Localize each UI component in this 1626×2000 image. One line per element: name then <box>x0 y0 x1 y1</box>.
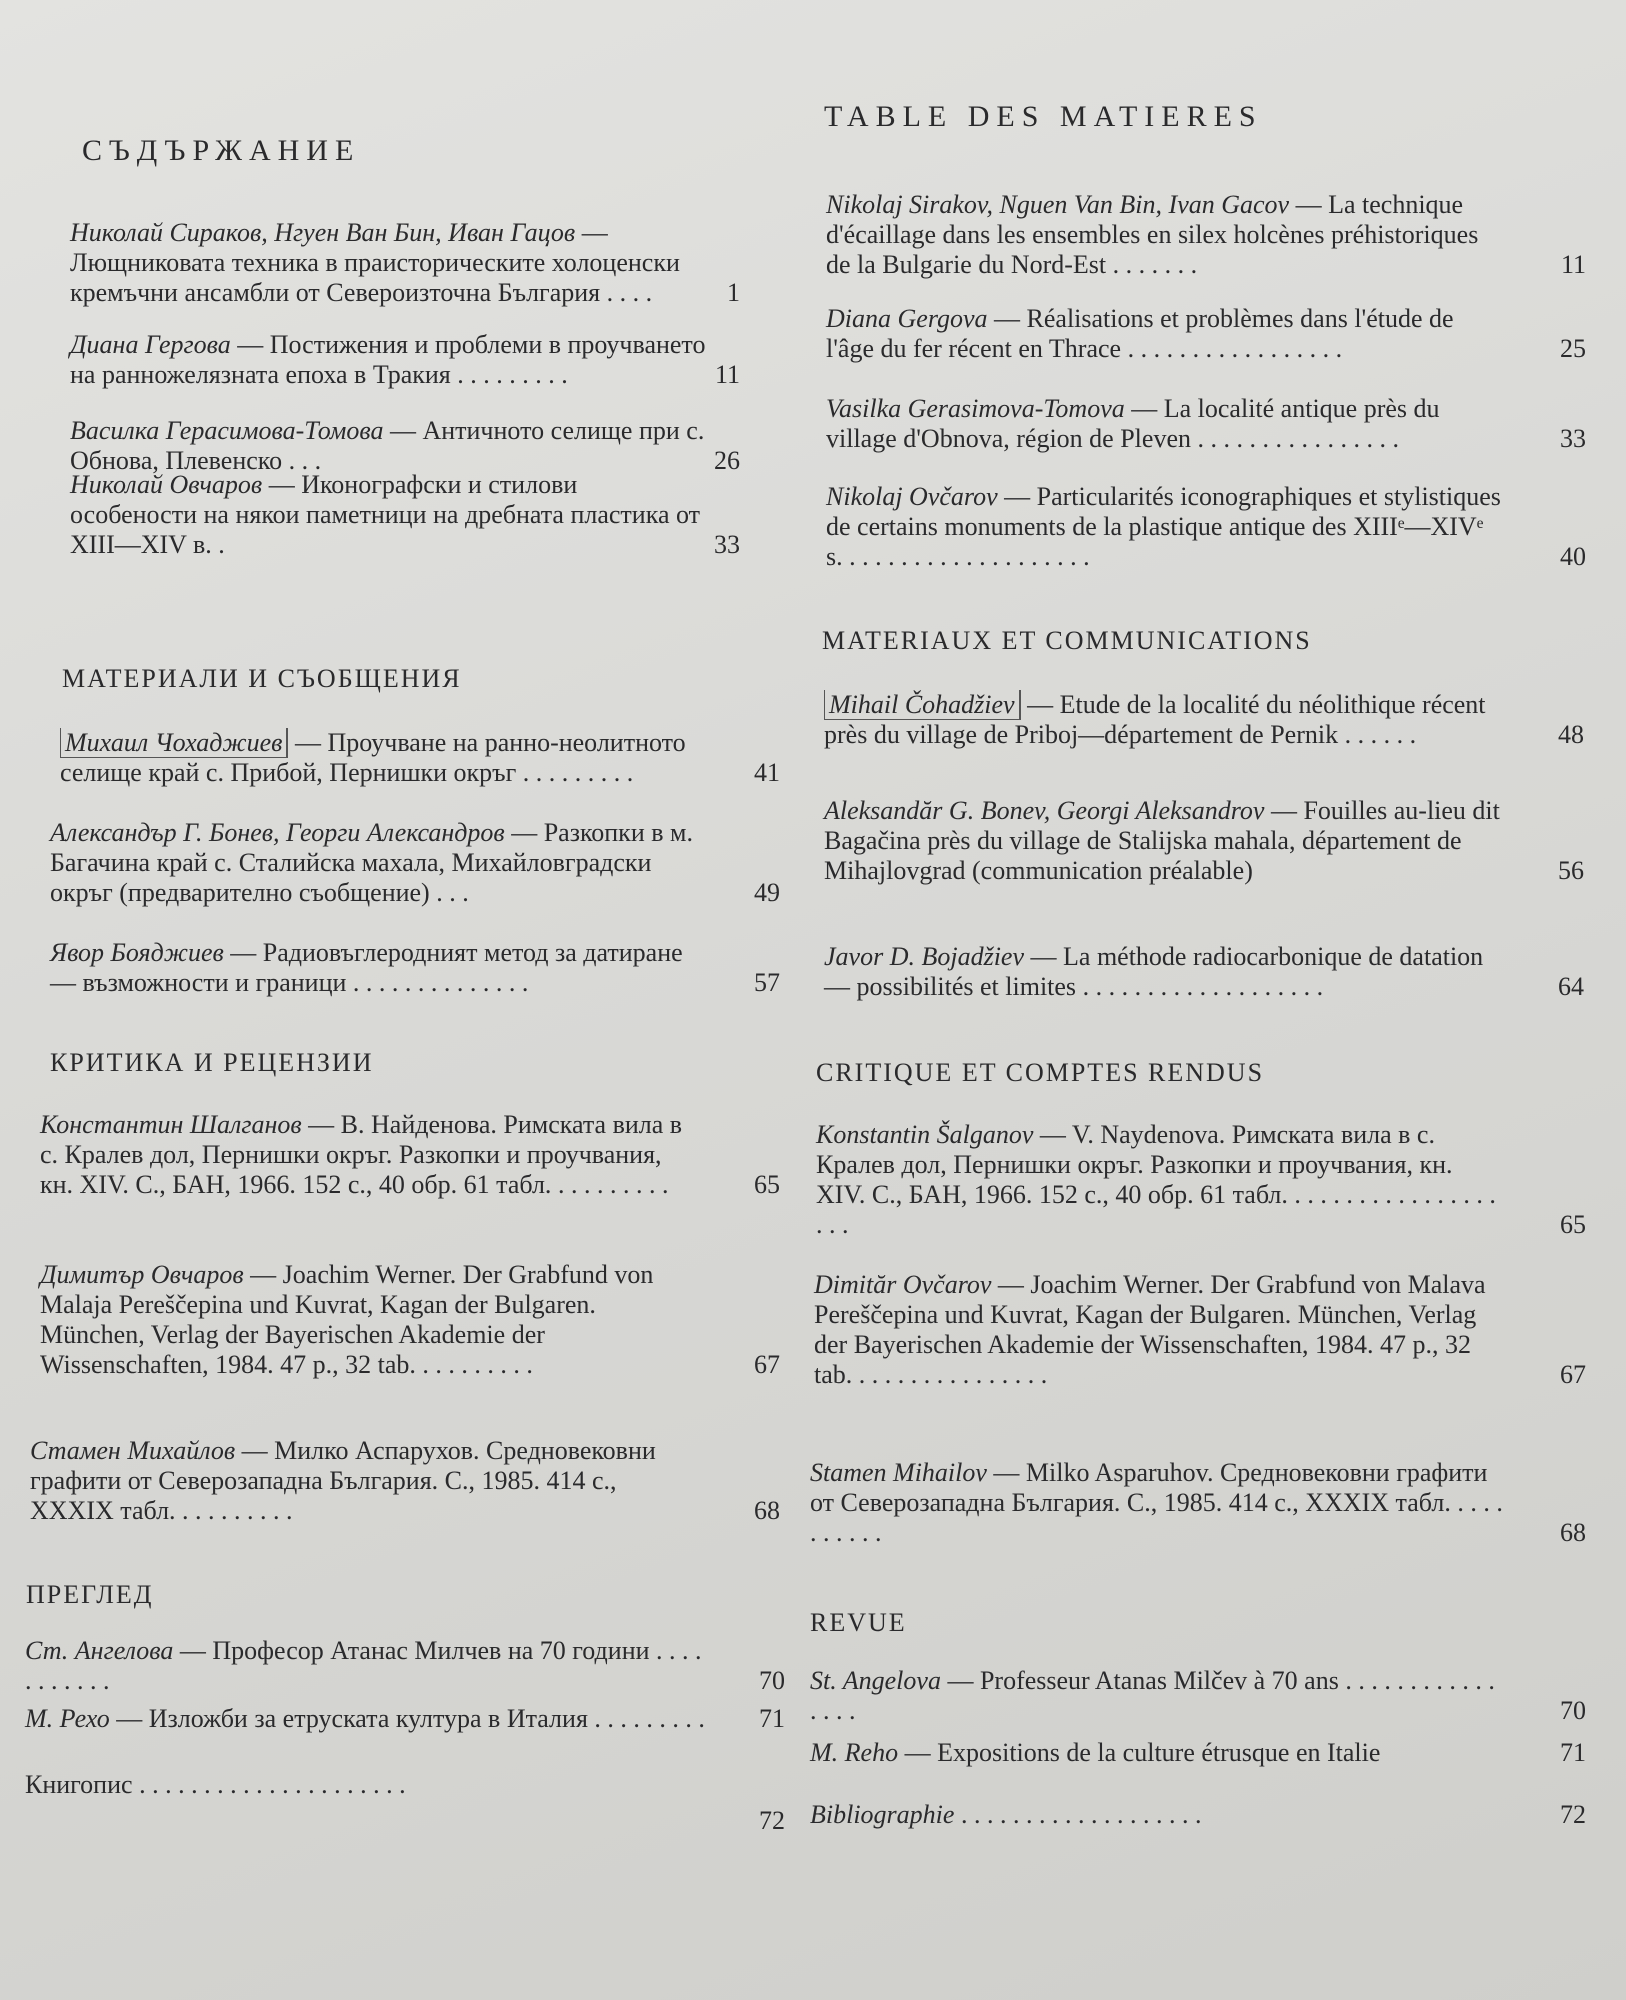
entry-page-number: 33 <box>714 530 740 559</box>
entry-page-number: 67 <box>1560 1360 1586 1389</box>
toc-entry: Диана Гергова — Постижения и проблеми в проучването на ранножелязната епоха в Тракия . . . . . . . . . 11 <box>70 330 740 389</box>
toc-entry: Dimităr Ovčarov — Joachim Werner. Der Grabfund von Malava Pereščepina und Kuvrat, Kagan der Bulgaren. München, Verlag der Bayerischen Akademie der Wissenschaften, 1984. 47 p., 32 tab. . . . . . . . . . . . . . . . 67 <box>814 1270 1586 1389</box>
toc-entry: Явор Бояджиев — Радиовъглеродният метод за датиране — възможности и граници . . . . . . . . . . . . . . 57 <box>50 938 780 997</box>
entry-author: Ст. Ангелова <box>25 1636 174 1665</box>
entry-author: Стамен Михайлов <box>30 1436 236 1465</box>
entry-author: Явор Бояджиев <box>50 938 224 967</box>
toc-entry: Stamen Mihailov — Milko Asparuhov. Средновековни графити от Северозападна България. С., 1985. 414 с., XXXIX табл. . . . . . . . . . . 68 <box>810 1458 1586 1547</box>
entry-author: Михаил Чохаджиев <box>60 728 288 758</box>
toc-entry: Mihail Čohadžiev — Etude de la localité du néolithique récent près du village de Priboj—département de Pernik . . . . . . 48 <box>824 690 1584 749</box>
section-heading-materials-bg: МАТЕРИАЛИ И СЪОБЩЕНИЯ <box>62 664 462 693</box>
entry-title: — Милко Аспарухов. Средновековни графити от Северозападна България. С., 1985. 414 с., XXXIX табл. <box>30 1436 656 1525</box>
entry-author: Николай Овчаров <box>70 470 263 499</box>
toc-entry <box>824 796 1584 886</box>
entry-author: Nikolaj Sirakov, Nguen Van Bin, Ivan Gacov <box>826 190 1290 219</box>
section-heading-review-fr: REVUE <box>810 1608 907 1637</box>
entry-page-number: 71 <box>759 1704 785 1733</box>
entry-title: — Иконографски и стилови особености на някои паметници на дребната пластика от XIII—XIV в. <box>70 470 701 559</box>
entry-title: — Réalisations et problèmes dans l'étude de l'âge du fer récent en Thrace <box>826 304 1454 363</box>
toc-entry: St. Angelova — Professeur Atanas Milčev à 70 ans . . . . . . . . . . . . . . . . 70 <box>810 1666 1586 1725</box>
toc-entry: Konstantin Šalganov — V. Naydenova. Римската вила в с. Кралев дол, Пернишки окръг. Разкопки и проучвания, кн. XIV. С., БАН, 1966. 152 с., 40 обр. 61 табл. . . . . . . . . . . . . . . . . . . . 65 <box>816 1120 1586 1239</box>
toc-entry: Vasilka Gerasimova-Tomova — La localité antique près du village d'Obnova, région de Pleven . . . . . . . . . . . . . . . . 33 <box>826 394 1586 453</box>
entry-title: — V. Naydenova. Римската вила в с. Кралев дол, Пернишки окръг. Разкопки и проучвания, кн. XIV. С., БАН, 1966. 152 с., 40 обр. 61 табл. <box>816 1120 1453 1209</box>
entry-author: Dimităr Ovčarov <box>814 1270 992 1299</box>
entry-page-number: 25 <box>1560 334 1586 363</box>
entry-author: Василка Герасимова-Томова <box>70 416 384 445</box>
entry-page-number: 72 <box>1560 1800 1586 1829</box>
toc-entry: Михаил Чохаджиев — Проучване на ранно-неолитното селище край с. Прибой, Пернишки окръг . . . . . . . . . 41 <box>60 728 780 787</box>
toc-entry: Bibliographie . . . . . . . . . . . . . . . . . . . 72 <box>810 1800 1586 1829</box>
entry-author: Димитър Овчаров <box>40 1260 244 1289</box>
entry-title: Книгопис <box>25 1770 133 1799</box>
toc-entry: Javor D. Bojadžiev — La méthode radiocarbonique de datation — possibilités et limites . . . . . . . . . . . . . . . . . . . 64 <box>824 942 1584 1001</box>
entry-title: — La méthode radiocarbonique de datation — possibilités et limites <box>824 942 1484 1001</box>
entry-title: — Etude de la localité du néolithique récent près du village de Priboj—département de Pernik <box>824 690 1486 749</box>
toc-entry: Николай Сираков, Нгуен Ван Бин, Иван Гацов — Лющниковата техника в праисторическите холоценски кремъчни ансамбли от Североизточна България . . . . 1 <box>70 218 740 307</box>
entry-title: — В. Найденова. Римската вила в с. Кралев дол, Пернишки окръг. Разкопки и проучвания, кн. XIV. С., БАН, 1966. 152 с., 40 обр. 61 табл. <box>40 1110 683 1199</box>
toc-entry: Александър Г. Бонев, Георги Александров — Разкопки в м. Багачина край с. Сталийска махала, Михайловградски окръг (предварително съобщение) . . . 49 <box>50 818 780 907</box>
entry-author: Diana Gergova <box>826 304 988 333</box>
entry-title: — Joachim Werner. Der Grabfund von Malaja Pereščepina und Kuvrat, Kagan der Bulgaren. München, Verlag der Bayerischen Akademie der Wissenschaften, 1984. 47 p., 32 tab. <box>40 1260 654 1379</box>
toc-entry: Nikolaj Sirakov, Nguen Van Bin, Ivan Gacov — La technique d'écaillage dans les ensembles en silex holcènes préhistoriques de la Bulgarie du Nord-Est . . . . . . . 11 <box>826 190 1586 279</box>
toc-entry: Diana Gergova — Réalisations et problèmes dans l'étude de l'âge du fer récent en Thrace . . . . . . . . . . . . . . . . . 25 <box>826 304 1586 363</box>
entry-page-number: 68 <box>1560 1518 1586 1547</box>
entry-title: — La technique d'écaillage dans les ensembles en silex holcènes préhistoriques de la Bulgarie du Nord-Est <box>826 190 1479 279</box>
entry-author: Константин Шалганов <box>40 1110 302 1139</box>
entry-title: — Проучване на ранно-неолитното селище край с. Прибой, Пернишки окръг <box>60 728 686 787</box>
entry-page-number: 41 <box>754 758 780 787</box>
entry-author: Javor D. Bojadžiev <box>824 942 1025 971</box>
entry-page-number: 68 <box>754 1496 780 1525</box>
entry-title: — Fouilles au-lieu dit Bagačina près du village de Stalijska mahala, département de Mihajlovgrad (communication préalable) <box>824 796 1500 885</box>
entry-author: Bibliographie <box>810 1800 955 1829</box>
entry-title: — Joachim Werner. Der Grabfund von Malava Pereščepina und Kuvrat, Kagan der Bulgaren. München, Verlag der Bayerischen Akademie der Wissenschaften, 1984. 47 p., 32 tab. <box>814 1270 1486 1389</box>
entry-page-number: 72 <box>759 1806 785 1835</box>
entry-title: — Изложби за етруската култура в Италия <box>116 1704 588 1733</box>
entry-author: St. Angelova <box>810 1666 941 1695</box>
entry-author: M. Reho <box>810 1738 899 1767</box>
entry-title: — Постижения и проблеми в проучването на ранножелязната епоха в Тракия <box>70 330 706 389</box>
toc-entry: Nikolaj Ovčarov — Particularités iconographiques et stylistiques de certains monuments de la plastique antique des XIIIᵉ—XIVᵉ s. . . . . . . . . . . . . . . . . . . . 40 <box>826 482 1586 571</box>
entry-page-number: 71 <box>1560 1738 1586 1767</box>
toc-entry: Николай Овчаров — Иконографски и стилови особености на някои паметници на дребната пластика от XIII—XIV в. . 33 <box>70 470 740 559</box>
entry-page-number: 70 <box>1560 1696 1586 1725</box>
entry-author: Aleksandăr G. Bonev, Georgi Aleksandrov <box>824 796 1265 825</box>
entry-author: М. Рехо <box>25 1704 110 1733</box>
entry-title: — Professeur Atanas Milčev à 70 ans <box>947 1666 1339 1695</box>
entry-title: — La localité antique près du village d'Obnova, région de Pleven <box>826 394 1440 453</box>
entry-title: — Разкопки в м. Багачина край с. Сталийска махала, Михайловградски окръг (предварително съобщение) <box>50 818 693 907</box>
entry-title: — Expositions de la culture étrusque en Italie <box>904 1738 1381 1767</box>
entry-page-number: 40 <box>1560 542 1586 571</box>
entry-title: — Milko Asparuhov. Средновековни графити от Северозападна България. С., 1985. 414 с., XXXIX табл. <box>810 1458 1488 1517</box>
toc-entry: Книгопис . . . . . . . . . . . . . . . . . . . . . 72 <box>25 1770 785 1835</box>
entry-page-number: 67 <box>754 1350 780 1379</box>
toc-entry: Димитър Овчаров — Joachim Werner. Der Grabfund von Malaja Pereščepina und Kuvrat, Kagan der Bulgaren. München, Verlag der Bayerischen Akademie der Wissenschaften, 1984. 47 p., 32 tab. . . . . . . . . . 67 <box>40 1260 780 1379</box>
toc-entry: Ст. Ангелова — Професор Атанас Милчев на 70 години . . . . . . . . . . . 70 <box>25 1636 785 1695</box>
entry-page-number: 26 <box>714 446 740 475</box>
entry-page-number: 1 <box>727 278 740 307</box>
entry-page-number: 49 <box>754 878 780 907</box>
entry-title: — Радиовъглеродният метод за датиране — възможности и граници <box>50 938 683 997</box>
entry-author: Nikolaj Ovčarov <box>826 482 998 511</box>
entry-title: — Лющниковата техника в праисторическите холоценски кремъчни ансамбли от Североизточна България <box>70 218 680 307</box>
entry-page-number: 48 <box>1558 720 1584 749</box>
toc-entry: Константин Шалганов — В. Найденова. Римската вила в с. Кралев дол, Пернишки окръг. Разкопки и проучвания, кн. XIV. С., БАН, 1966. 152 с., 40 обр. 61 табл. . . . . . . . . . 65 <box>40 1110 780 1199</box>
entry-author: Диана Гергова <box>70 330 231 359</box>
section-heading-review-bg: ПРЕГЛЕД <box>26 1580 154 1609</box>
entry-page-number: 56 <box>1558 856 1584 885</box>
entry-page-number: 65 <box>1560 1210 1586 1239</box>
toc-entry: Василка Герасимова-Томова — Античното селище при с. Обнова, Плевенско . . . 26 <box>70 416 740 475</box>
contents-title-bg: СЪДЪРЖАНИЕ <box>82 134 361 167</box>
entry-page-number: 65 <box>754 1170 780 1199</box>
entry-title: — Particularités iconographiques et stylistiques de certains monuments de la plastique antique des XIIIᵉ—XIVᵉ s. <box>826 482 1501 571</box>
entry-author: Stamen Mihailov <box>810 1458 987 1487</box>
entry-page-number: 11 <box>714 360 740 389</box>
entry-author: Konstantin Šalganov <box>816 1120 1034 1149</box>
entry-page-number: 11 <box>1560 250 1586 279</box>
entry-author: Vasilka Gerasimova-Tomova <box>826 394 1125 423</box>
toc-entry: Стамен Михайлов — Милко Аспарухов. Средновековни графити от Северозападна България. С., 1985. 414 с., XXXIX табл. . . . . . . . . . 68 <box>30 1436 780 1525</box>
section-heading-materials-fr: MATERIAUX ET COMMUNICATIONS <box>822 626 1312 655</box>
section-heading-critique-fr: CRITIQUE ET COMPTES RENDUS <box>816 1058 1265 1087</box>
entry-page-number: 57 <box>754 968 780 997</box>
entry-title: — Професор Атанас Милчев на 70 години <box>179 1636 650 1665</box>
entry-title: — Античното селище при с. Обнова, Плевенско <box>70 416 705 475</box>
entry-page-number: 64 <box>1558 972 1584 1001</box>
entry-author: Николай Сираков, Нгуен Ван Бин, Иван Гацов <box>70 218 576 247</box>
contents-title-fr: TABLE DES MATIERES <box>824 100 1263 133</box>
toc-entry: М. Рехо — Изложби за етруската култура в Италия . . . . . . . . . 71 <box>25 1704 785 1733</box>
toc-entry <box>810 1738 1586 1768</box>
entry-page-number: 33 <box>1560 424 1586 453</box>
section-heading-critique-bg: КРИТИКА И РЕЦЕНЗИИ <box>50 1048 374 1077</box>
entry-author: Mihail Čohadžiev <box>824 690 1021 720</box>
entry-page-number: 70 <box>759 1666 785 1695</box>
entry-author: Александър Г. Бонев, Георги Александров <box>50 818 505 847</box>
